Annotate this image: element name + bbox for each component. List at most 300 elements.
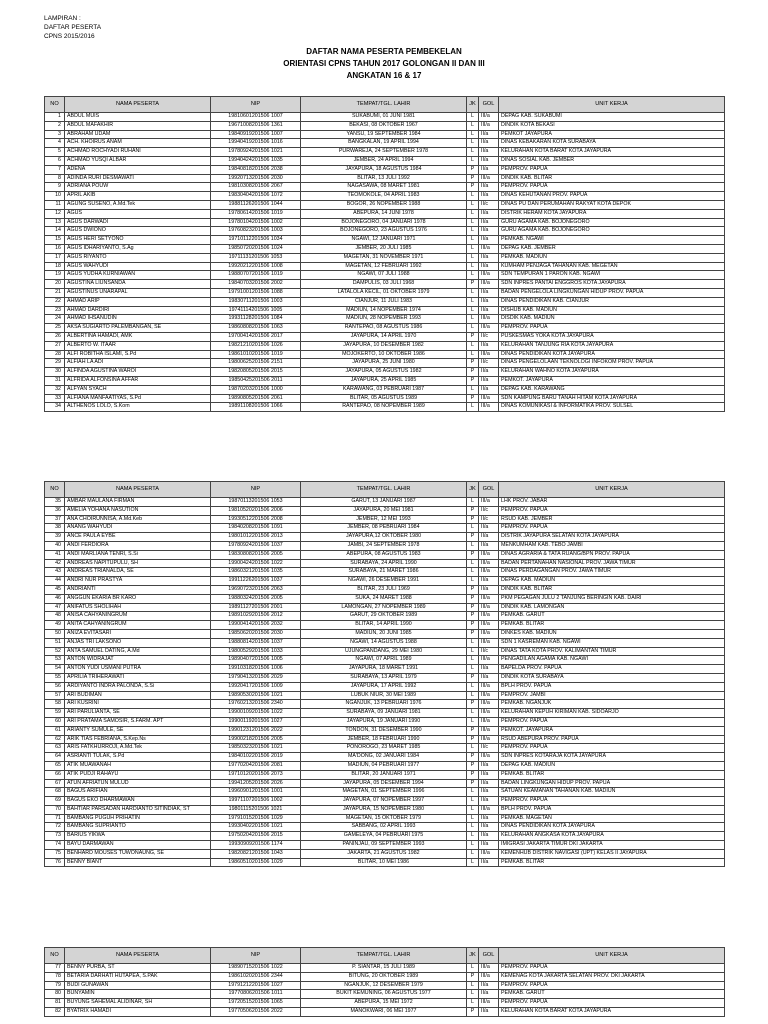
cell-nip: 19790413201506 2029: [211, 673, 301, 682]
table-row: [45, 332, 725, 341]
cell-no: 58: [45, 700, 65, 709]
cell-tempat-tgl-lahir: DAMPULIS, 03 JULI 1968: [301, 280, 467, 289]
cell-nama-peserta: ATUN AFRIATUN MULUD: [65, 779, 211, 788]
column-header-unit-kerja: UNIT KERJA: [499, 482, 725, 498]
cell-unit-kerja: PEMKAB. NGANJUK: [499, 700, 725, 709]
cell-jk: L: [467, 709, 479, 718]
cell-tempat-tgl-lahir: MAGETAN, 31 NOVEMBER 1971: [301, 253, 467, 262]
cell-nama-peserta: AMBAR MAULANA FIRMAN: [65, 498, 211, 507]
cell-nip: 19700414201506 2017: [211, 332, 301, 341]
cell-nip: 19780614201506 1019: [211, 209, 301, 218]
cell-no: 80: [45, 990, 65, 999]
cell-tempat-tgl-lahir: BOJONEGORO, 04 JANUARI 1978: [301, 218, 467, 227]
table-row: [45, 280, 725, 289]
column-header-nama-peserta: NAMA PESERTA: [65, 948, 211, 964]
table-row: [45, 192, 725, 201]
cell-jk: L: [467, 324, 479, 333]
cell-no: 38: [45, 524, 65, 533]
table-row: [45, 218, 725, 227]
cell-tempat-tgl-lahir: NGANJUK, 12 DESEMBER 1979: [301, 981, 467, 990]
page-subtitle: ORIENTASI CPNS TAHUN 2017 GOLONGAN II DAN III: [283, 59, 485, 68]
table-row: [45, 148, 725, 157]
column-header-no: NO: [45, 482, 65, 498]
participant-table-1: [44, 96, 725, 412]
cell-no: 67: [45, 779, 65, 788]
cell-nama-peserta: ABRAHAM UDAM: [65, 130, 211, 139]
table-row: [45, 156, 725, 165]
cell-gol: II/a: [479, 524, 499, 533]
cell-tempat-tgl-lahir: SUKABUMI, 01 JUNI 1981: [301, 113, 467, 122]
cell-tempat-tgl-lahir: JEMBER, 18 FEBRUARI 1990: [301, 735, 467, 744]
cell-gol: III/a: [479, 805, 499, 814]
table-row: [45, 858, 725, 867]
cell-nip: 19780104201506 1002: [211, 218, 301, 227]
table-row: [45, 691, 725, 700]
cell-no: 14: [45, 227, 65, 236]
cell-nip: 19801012201506 2013: [211, 533, 301, 542]
cell-no: 60: [45, 717, 65, 726]
cell-jk: L: [467, 253, 479, 262]
cell-jk: P: [467, 603, 479, 612]
cell-nama-peserta: AGUNG SUSENO, A.Md.Tek: [65, 200, 211, 209]
table-row: [45, 761, 725, 770]
cell-no: 54: [45, 665, 65, 674]
cell-unit-kerja: DINDIK KAB. BLITAR: [499, 585, 725, 594]
cell-unit-kerja: PUSKESMAS YOKA KOTA JAYAPURA: [499, 332, 725, 341]
cell-unit-kerja: PENGADILAN AGAMA KAB. NGAWI: [499, 656, 725, 665]
cell-gol: II/a: [479, 306, 499, 315]
cell-nama-peserta: BAGUS ARIFIAN: [65, 788, 211, 797]
cell-nip: 19891029201506 2012: [211, 612, 301, 621]
cell-gol: III/a: [479, 550, 499, 559]
cell-nama-peserta: ANJAS TRI LAKSONO: [65, 638, 211, 647]
cell-jk: L: [467, 568, 479, 577]
cell-jk: L: [467, 841, 479, 850]
cell-jk: L: [467, 192, 479, 201]
cell-nip: 19880324201506 2005: [211, 594, 301, 603]
cell-nama-peserta: BARIUS YIKWA: [65, 832, 211, 841]
table-row: [45, 990, 725, 999]
cell-gol: III/a: [479, 568, 499, 577]
cell-no: 36: [45, 506, 65, 515]
table-row: [45, 200, 725, 209]
cell-no: 69: [45, 797, 65, 806]
cell-gol: III/a: [479, 709, 499, 718]
cell-nip: 19910318201506 1006: [211, 665, 301, 674]
cell-jk: L: [467, 964, 479, 973]
cell-tempat-tgl-lahir: ABEPURA, 14 JUNI 1978: [301, 209, 467, 218]
cell-nip: 19820805201506 2015: [211, 368, 301, 377]
cell-no: 13: [45, 218, 65, 227]
cell-nama-peserta: ADRIANA POUW: [65, 183, 211, 192]
table-row: [45, 638, 725, 647]
cell-gol: III/a: [479, 726, 499, 735]
cell-no: 10: [45, 192, 65, 201]
cell-nama-peserta: BYATRIX HAMADI: [65, 1007, 211, 1016]
cell-gol: II/a: [479, 227, 499, 236]
cell-jk: L: [467, 647, 479, 656]
cell-tempat-tgl-lahir: JAYAPURA, 17 APRIL 1992: [301, 682, 467, 691]
cell-jk: L: [467, 341, 479, 350]
cell-unit-kerja: BADAN LINGKUNGAN HIDUP PROV. PAPUA: [499, 779, 725, 788]
cell-unit-kerja: PEMKAB. BLITAR: [499, 770, 725, 779]
cell-gol: III/a: [479, 638, 499, 647]
cell-gol: II/c: [479, 515, 499, 524]
cell-nama-peserta: APRILIA TRIHERAWATI: [65, 673, 211, 682]
cell-nama-peserta: ALFIANA MANFAATIYAS, S.Pd: [65, 394, 211, 403]
cell-gol: III/a: [479, 315, 499, 324]
cell-nama-peserta: ANDREAS TRIANALDA, SE: [65, 568, 211, 577]
cell-no: 65: [45, 761, 65, 770]
cell-no: 6: [45, 156, 65, 165]
cell-jk: L: [467, 524, 479, 533]
cell-no: 29: [45, 359, 65, 368]
cell-no: 75: [45, 849, 65, 858]
cell-jk: L: [467, 858, 479, 867]
cell-jk: L: [467, 559, 479, 568]
cell-no: 31: [45, 376, 65, 385]
cell-gol: II/a: [479, 797, 499, 806]
cell-unit-kerja: DEPAG KAB. MADIUN: [499, 577, 725, 586]
cell-tempat-tgl-lahir: PURWAREJA, 24 SEPTEMBER 1978: [301, 148, 467, 157]
cell-tempat-tgl-lahir: GARUT, 29 OKTOBER 1989: [301, 612, 467, 621]
cell-nama-peserta: ANITA CAHYANINGRUM: [65, 621, 211, 630]
table-row: [45, 735, 725, 744]
cell-tempat-tgl-lahir: YANSU, 19 SEPTEMBER 1984: [301, 130, 467, 139]
cell-gol: III/a: [479, 682, 499, 691]
table-row: [45, 788, 725, 797]
cell-tempat-tgl-lahir: JAYAPURA, 25 APRIL 1985: [301, 376, 467, 385]
cell-unit-kerja: KELURAHAN KEPUH KIRIMAN KAB. SIDOARJO: [499, 709, 725, 718]
column-header-no: NO: [45, 97, 65, 113]
cell-nip: 19840818201506 2038: [211, 165, 301, 174]
cell-no: 81: [45, 999, 65, 1008]
cell-jk: P: [467, 726, 479, 735]
cell-gol: II/a: [479, 209, 499, 218]
cell-unit-kerja: KELURAHAN ANGKASA KOTA JAYAPURA: [499, 832, 725, 841]
cell-jk: L: [467, 113, 479, 122]
cell-jk: P: [467, 779, 479, 788]
table-header-row: [45, 948, 725, 964]
cell-nip: 19931128201506 1084: [211, 315, 301, 324]
cell-tempat-tgl-lahir: BEKASI, 08 OKTOBER 1967: [301, 121, 467, 130]
cell-jk: P: [467, 761, 479, 770]
cell-nama-peserta: ATIK MUAWANAH: [65, 761, 211, 770]
table-row: [45, 498, 725, 507]
cell-unit-kerja: BADAN PENGELOLA LINGKUNGAN HIDUP PROV. PAPUA: [499, 288, 725, 297]
table-row: [45, 814, 725, 823]
cell-gol: II/a: [479, 577, 499, 586]
cell-unit-kerja: KELURAHAN TANJUNG RIA KOTA JAYAPURA: [499, 341, 725, 350]
cell-tempat-tgl-lahir: JEMBER, 12 MEI 1993: [301, 515, 467, 524]
cell-gol: III/a: [479, 280, 499, 289]
cell-unit-kerja: PEMPROV. PAPUA: [499, 183, 725, 192]
cell-nama-peserta: ALFINDA AGUSTINA WAROI: [65, 368, 211, 377]
table-row: [45, 577, 725, 586]
table-row: [45, 506, 725, 515]
cell-nama-peserta: BAHTIAR PARSADAN HARDIANTO SITINDIAK, ST: [65, 805, 211, 814]
cell-nama-peserta: ARI PRATAMA SAMOSIR, S.FARM. APT: [65, 717, 211, 726]
cell-nip: 19890805201506 2061: [211, 394, 301, 403]
cell-unit-kerja: PEMKAB. MAGETAN: [499, 814, 725, 823]
cell-tempat-tgl-lahir: LAMONGAN, 27 NOPEMBER 1989: [301, 603, 467, 612]
cell-tempat-tgl-lahir: MAGETAN, 15 OKTOBER 1979: [301, 814, 467, 823]
cell-no: 72: [45, 823, 65, 832]
participant-table-3: [44, 947, 725, 1017]
cell-nama-peserta: BAYU DARMAWAN: [65, 841, 211, 850]
cell-unit-kerja: DINAS KEBAKARAN KOTA SURABAYA: [499, 139, 725, 148]
cell-no: 47: [45, 603, 65, 612]
cell-gol: II/a: [479, 165, 499, 174]
cell-nip: 19711131201506 1053: [211, 253, 301, 262]
cell-gol: III/a: [479, 559, 499, 568]
table-row: [45, 972, 725, 981]
cell-unit-kerja: KEMENAG KOTA JAKARTA SELATAN PROV. DKI JAKARTA: [499, 972, 725, 981]
cell-nip: 19810308201506 2067: [211, 183, 301, 192]
cell-gol: III/a: [479, 244, 499, 253]
cell-jk: L: [467, 200, 479, 209]
cell-nama-peserta: ACHMAD YUSQI ALBAR: [65, 156, 211, 165]
cell-unit-kerja: DISTRIK HERAM KOTA JAYAPURA: [499, 209, 725, 218]
cell-unit-kerja: PEMKAB. BLITAR: [499, 858, 725, 867]
cell-tempat-tgl-lahir: JEMBER, 08 PEBRUARI 1984: [301, 524, 467, 533]
column-header-gol: GOL: [479, 97, 499, 113]
cell-jk: L: [467, 350, 479, 359]
cell-gol: III/a: [479, 656, 499, 665]
cell-jk: L: [467, 823, 479, 832]
cell-unit-kerja: RSUD ABEPURA PROV. PAPUA: [499, 735, 725, 744]
cell-jk: P: [467, 506, 479, 515]
cell-nama-peserta: APRIL AKIB: [65, 192, 211, 201]
cell-nip: 19770806201506 1011: [211, 990, 301, 999]
cell-no: 27: [45, 341, 65, 350]
cell-unit-kerja: DINDIK KOTA BEKASI: [499, 121, 725, 130]
cell-nama-peserta: AGUS RIYANTO: [65, 253, 211, 262]
cell-nama-peserta: BAMBANG SUPRIANTO: [65, 823, 211, 832]
table-row: [45, 394, 725, 403]
cell-no: 24: [45, 315, 65, 324]
lampiran-label: LAMPIRAN :: [44, 15, 81, 22]
cell-nama-peserta: ATIK PUDJI RAHAYU: [65, 770, 211, 779]
cell-nip: 19890407201506 1005: [211, 656, 301, 665]
table-row: [45, 297, 725, 306]
cell-gol: II/a: [479, 368, 499, 377]
cell-nama-peserta: AGUS WAHYUDI: [65, 262, 211, 271]
cell-nip: 19890530201506 1021: [211, 691, 301, 700]
cell-nip: 19971107201506 1002: [211, 797, 301, 806]
cell-unit-kerja: PEMPROV. PAPUA: [499, 717, 725, 726]
table-row: [45, 621, 725, 630]
cell-jk: P: [467, 359, 479, 368]
cell-nama-peserta: ANA CHOIRUNNISA, A.Md.Keb: [65, 515, 211, 524]
table-row: [45, 964, 725, 973]
cell-jk: P: [467, 770, 479, 779]
table-row: [45, 403, 725, 412]
cell-gol: III/a: [479, 629, 499, 638]
cell-tempat-tgl-lahir: BLITAR, 10 MEI 1986: [301, 858, 467, 867]
cell-jk: P: [467, 673, 479, 682]
table-row: [45, 568, 725, 577]
cell-nama-peserta: ARIANTY SUMULE, SE: [65, 726, 211, 735]
cell-gol: III/a: [479, 717, 499, 726]
cell-jk: L: [467, 306, 479, 315]
cell-nama-peserta: BUNYAMIN: [65, 990, 211, 999]
cell-no: 68: [45, 788, 65, 797]
cell-tempat-tgl-lahir: BUKIT KEMUNING, 06 AGUSTUS 1977: [301, 990, 467, 999]
table-row: [45, 550, 725, 559]
cell-unit-kerja: DINAS AGRARIA & TATA RUANG/BPN PROV. PAPUA: [499, 550, 725, 559]
cell-nama-peserta: BENNY PURBA, ST: [65, 964, 211, 973]
table-row: [45, 673, 725, 682]
cell-no: 26: [45, 332, 65, 341]
cell-jk: L: [467, 990, 479, 999]
cell-jk: L: [467, 236, 479, 245]
cell-nama-peserta: ALBERTO W. ITAAR: [65, 341, 211, 350]
cell-gol: II/a: [479, 823, 499, 832]
cell-nama-peserta: ABDUL MUIS: [65, 113, 211, 122]
table-row: [45, 823, 725, 832]
cell-gol: III/a: [479, 594, 499, 603]
cell-jk: P: [467, 585, 479, 594]
cell-nip: 19900218201506 2005: [211, 735, 301, 744]
cell-jk: P: [467, 533, 479, 542]
cell-nama-peserta: ANDI MARLIANA TENRI, S.Si: [65, 550, 211, 559]
cell-tempat-tgl-lahir: GARUT, 13 JANUARI 1987: [301, 498, 467, 507]
cell-nip: 19801115201506 1021: [211, 805, 301, 814]
table-header-row: [45, 97, 725, 113]
table-row: [45, 324, 725, 333]
cell-nip: 19791001201506 1088: [211, 288, 301, 297]
column-header-tempat-tgl-lahir: TEMPAT/TGL. LAHIR: [301, 482, 467, 498]
cell-unit-kerja: PEMKAB. BLITAR: [499, 621, 725, 630]
cell-tempat-tgl-lahir: NGAWI, 07 APRIL 1989: [301, 656, 467, 665]
cell-nip: 19710112201506 1034: [211, 236, 301, 245]
cell-nip: 19850720201506 1024: [211, 244, 301, 253]
cell-gol: II/a: [479, 981, 499, 990]
cell-unit-kerja: SDN KAMPUNG BARU TANAH HITAM KOTA JAYAPURA: [499, 394, 725, 403]
cell-tempat-tgl-lahir: MAGETAN, 12 FEBRUARI 1992: [301, 262, 467, 271]
cell-nama-peserta: ANIFATUS SHOLIHAH: [65, 603, 211, 612]
cell-unit-kerja: SDN INPRES PANTAI ENGGROS KOTA JAYAPURA: [499, 280, 725, 289]
column-header-unit-kerja: UNIT KERJA: [499, 97, 725, 113]
cell-tempat-tgl-lahir: JAYAPURA, 10 DESEMBER 1982: [301, 341, 467, 350]
cell-no: 11: [45, 200, 65, 209]
cell-jk: L: [467, 577, 479, 586]
table-row: [45, 849, 725, 858]
page-title: DAFTAR NAMA PESERTA PEMBEKELAN: [306, 47, 462, 56]
cell-no: 35: [45, 498, 65, 507]
cell-no: 23: [45, 306, 65, 315]
cell-jk: L: [467, 271, 479, 280]
cell-nip: 19880707201506 1019: [211, 271, 301, 280]
table-row: [45, 236, 725, 245]
cell-no: 71: [45, 814, 65, 823]
cell-gol: II/a: [479, 376, 499, 385]
cell-jk: P: [467, 332, 479, 341]
cell-no: 43: [45, 568, 65, 577]
column-header-nama-peserta: NAMA PESERTA: [65, 482, 211, 498]
cell-nama-peserta: ANGGUN EKARIA BR KARO: [65, 594, 211, 603]
cell-nip: 19930512201506 2008: [211, 515, 301, 524]
table-row: [45, 165, 725, 174]
cell-jk: L: [467, 638, 479, 647]
cell-tempat-tgl-lahir: JAYAPURA, 20 MEI 1981: [301, 506, 467, 515]
cell-gol: III/a: [479, 113, 499, 122]
cell-no: 70: [45, 805, 65, 814]
cell-unit-kerja: PEMKOT. JAYAPURA: [499, 376, 725, 385]
cell-nama-peserta: ARI PARULIANTA, SE: [65, 709, 211, 718]
cell-nama-peserta: AGUS HERI SETYONO: [65, 236, 211, 245]
cell-nama-peserta: ARDIYANTO INDRA PALONDA, S.Si: [65, 682, 211, 691]
cell-tempat-tgl-lahir: TEOMOKOLE, 04 APRIL 1983: [301, 192, 467, 201]
cell-gol: II/a: [479, 341, 499, 350]
cell-unit-kerja: DINAS PERDAGANGAN PROV. JAWA TIMUR: [499, 568, 725, 577]
cell-nip: 19780924201506 1037: [211, 541, 301, 550]
cell-no: 61: [45, 726, 65, 735]
cell-tempat-tgl-lahir: MOJOKERTO, 10 OKTOBER 1986: [301, 350, 467, 359]
lampiran-subtitle: DAFTAR PESERTA: [44, 24, 102, 31]
cell-tempat-tgl-lahir: JAYAPURA, 25 JUNI 1980: [301, 359, 467, 368]
cell-nip: 19900119201506 1027: [211, 717, 301, 726]
table-row: [45, 559, 725, 568]
cell-nip: 19900414201506 2032: [211, 621, 301, 630]
cell-no: 56: [45, 682, 65, 691]
cell-no: 66: [45, 770, 65, 779]
cell-nip: 19870113201506 1053: [211, 498, 301, 507]
cell-nip: 19920417201506 1009: [211, 682, 301, 691]
cell-tempat-tgl-lahir: SUKA, 24 MARET 1988: [301, 594, 467, 603]
cell-no: 76: [45, 858, 65, 867]
cell-gol: II/a: [479, 832, 499, 841]
cell-nip: 19861010201506 1019: [211, 350, 301, 359]
cell-unit-kerja: PEMKAB. GARUT: [499, 990, 725, 999]
cell-jk: L: [467, 665, 479, 674]
cell-tempat-tgl-lahir: SURABAYA, 21 MARET 1986: [301, 568, 467, 577]
cell-no: 57: [45, 691, 65, 700]
cell-nama-peserta: ACHMAD ROCHYADI RUHANI: [65, 148, 211, 157]
table-row: [45, 227, 725, 236]
cell-tempat-tgl-lahir: MADIUN, 20 JUNI 1985: [301, 629, 467, 638]
cell-nip: 19741114201506 1005: [211, 306, 301, 315]
cell-nip: 19671008201506 1361: [211, 121, 301, 130]
cell-tempat-tgl-lahir: NGAWI, 14 AGUSTUS 1988: [301, 638, 467, 647]
cell-unit-kerja: DISDIK KAB. MADIUN: [499, 315, 725, 324]
cell-nama-peserta: AHMAD DARDIRI: [65, 306, 211, 315]
cell-gol: III/a: [479, 735, 499, 744]
table-row: [45, 841, 725, 850]
cell-no: 59: [45, 709, 65, 718]
cell-unit-kerja: KUMHAM PENJAGA TAHANAN KAB. MEGETAN: [499, 262, 725, 271]
cell-tempat-tgl-lahir: BLITAR, 13 JULI 1992: [301, 174, 467, 183]
cell-gol: III/a: [479, 972, 499, 981]
cell-tempat-tgl-lahir: RANTEPAO, 08 AGUSTUS 1986: [301, 324, 467, 333]
cell-nip: 19850620201506 2030: [211, 629, 301, 638]
cell-jk: P: [467, 612, 479, 621]
cell-gol: II/a: [479, 218, 499, 227]
cell-unit-kerja: DINDIK KAB. BLITAR: [499, 174, 725, 183]
cell-unit-kerja: DINAS KOMUNIKASI & INFORMATIKA PROV. SULSEL: [499, 403, 725, 412]
cell-nip: 19870203201506 1000: [211, 385, 301, 394]
table-row: [45, 981, 725, 990]
cell-gol: III/a: [479, 403, 499, 412]
cell-nip: 19900109201506 1022: [211, 709, 301, 718]
cell-nama-peserta: ALFI ROBITHA ISLAMI, S.Pd: [65, 350, 211, 359]
cell-gol: II/a: [479, 841, 499, 850]
cell-gol: II/a: [479, 541, 499, 550]
cell-jk: P: [467, 183, 479, 192]
table-row: [45, 700, 725, 709]
cell-jk: L: [467, 262, 479, 271]
